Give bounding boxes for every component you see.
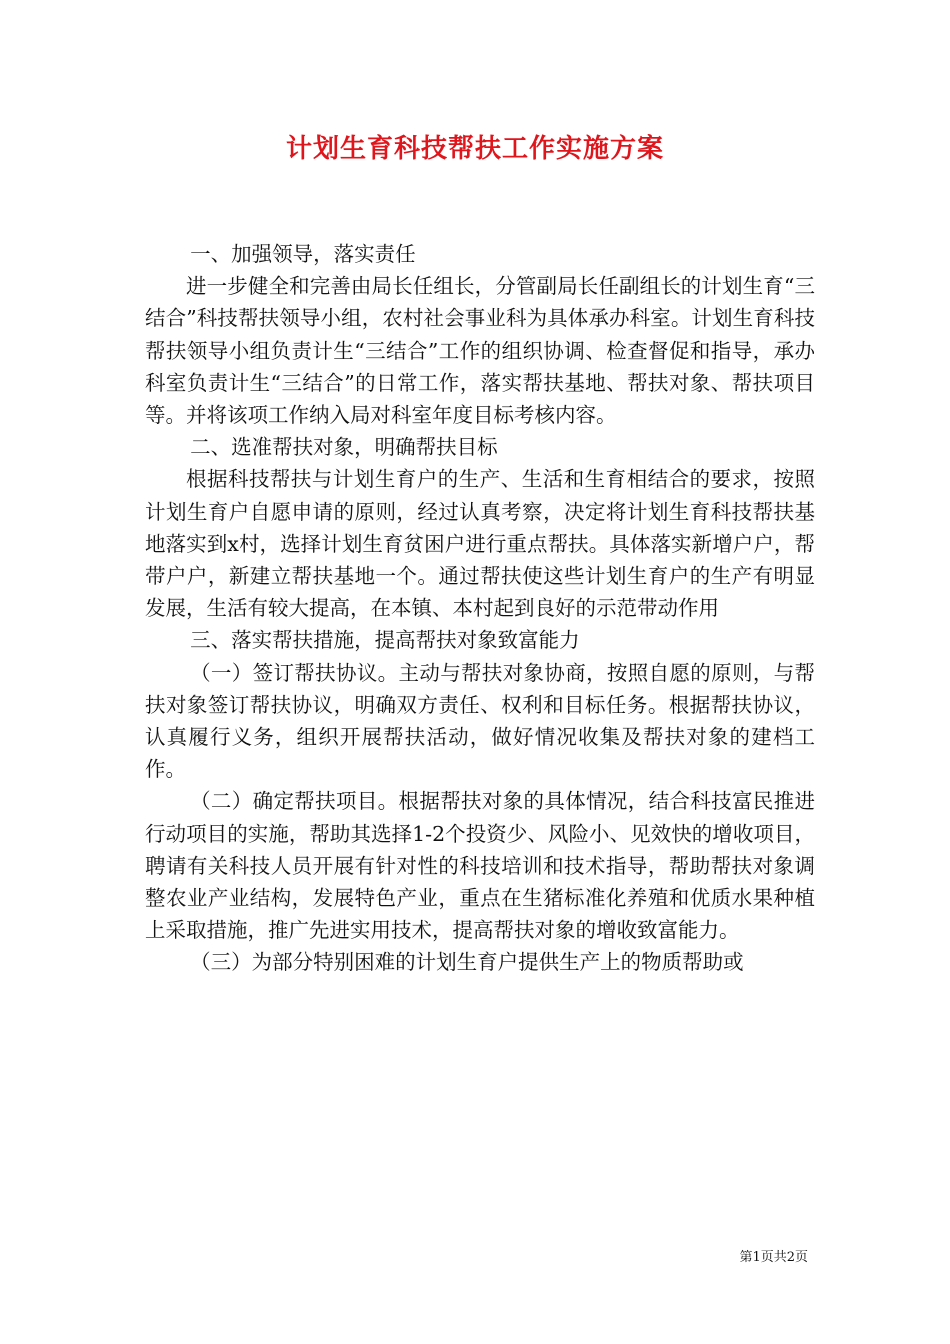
- page-number: 第1页共2页: [739, 1250, 808, 1265]
- section-heading-1: 一、加强领导，落实责任: [190, 242, 416, 266]
- paragraph: （二）确定帮扶项目。根据帮扶对象的具体情况，结合科技富民推进行动项目的实施，帮助其选择1-2个投资少、风险小、见效快的增收项目，聘请有关科技人员开展有针对性的科技培训和技术指导，帮助帮扶对象调整农业产业结构，发展特色产业，重点在生猪标准化养殖和优质水果种植上采取措施，推广先进实用技术，提高帮扶对象的增收致富能力。: [145, 789, 815, 943]
- paragraph: （一）签订帮扶协议。主动与帮扶对象协商，按照自愿的原则，与帮扶对象签订帮扶协议，明确双方责任、权利和目标任务。根据帮扶协议，认真履行义务，组织开展帮扶活动，做好情况收集及帮扶对象的建档工作。: [145, 660, 815, 782]
- paragraph: （三）为部分特别困难的计划生育户提供生产上的物质帮助或: [190, 950, 744, 975]
- document-body: [145, 238, 815, 979]
- document-title: 计划生育科技帮扶工作实施方案: [285, 134, 664, 164]
- section-heading-2: 二、选准帮扶对象，明确帮扶目标: [190, 435, 498, 460]
- paragraph: 进一步健全和完善由局长任组长，分管副局长任副组长的计划生育“三结合”科技帮扶领导小组，农村社会事业科为具体承办科室。计划生育科技帮扶领导小组负责计生“三结合”工作的组织协调、检查督促和指导，承办科室负责计生“三结合”的日常工作，落实帮扶基地、帮扶对象、帮扶项目等。并将该项工作纳入局对科室年度目标考核内容。: [145, 274, 815, 428]
- section-heading-3: 三、落实帮扶措施，提高帮扶对象致富能力: [190, 628, 580, 653]
- paragraph: 根据科技帮扶与计划生育户的生产、生活和生育相结合的要求，按照计划生育户自愿申请的原则，经过认真考察，决定将计划生育科技帮扶基地落实到x村，选择计划生育贫困户进行重点帮扶。具体落实新增户户，帮带户户，新建立帮扶基地一个。通过帮扶使这些计划生育户的生产有明显发展，生活有较大提高，在本镇、本村起到良好的示范带动作用: [145, 467, 815, 621]
